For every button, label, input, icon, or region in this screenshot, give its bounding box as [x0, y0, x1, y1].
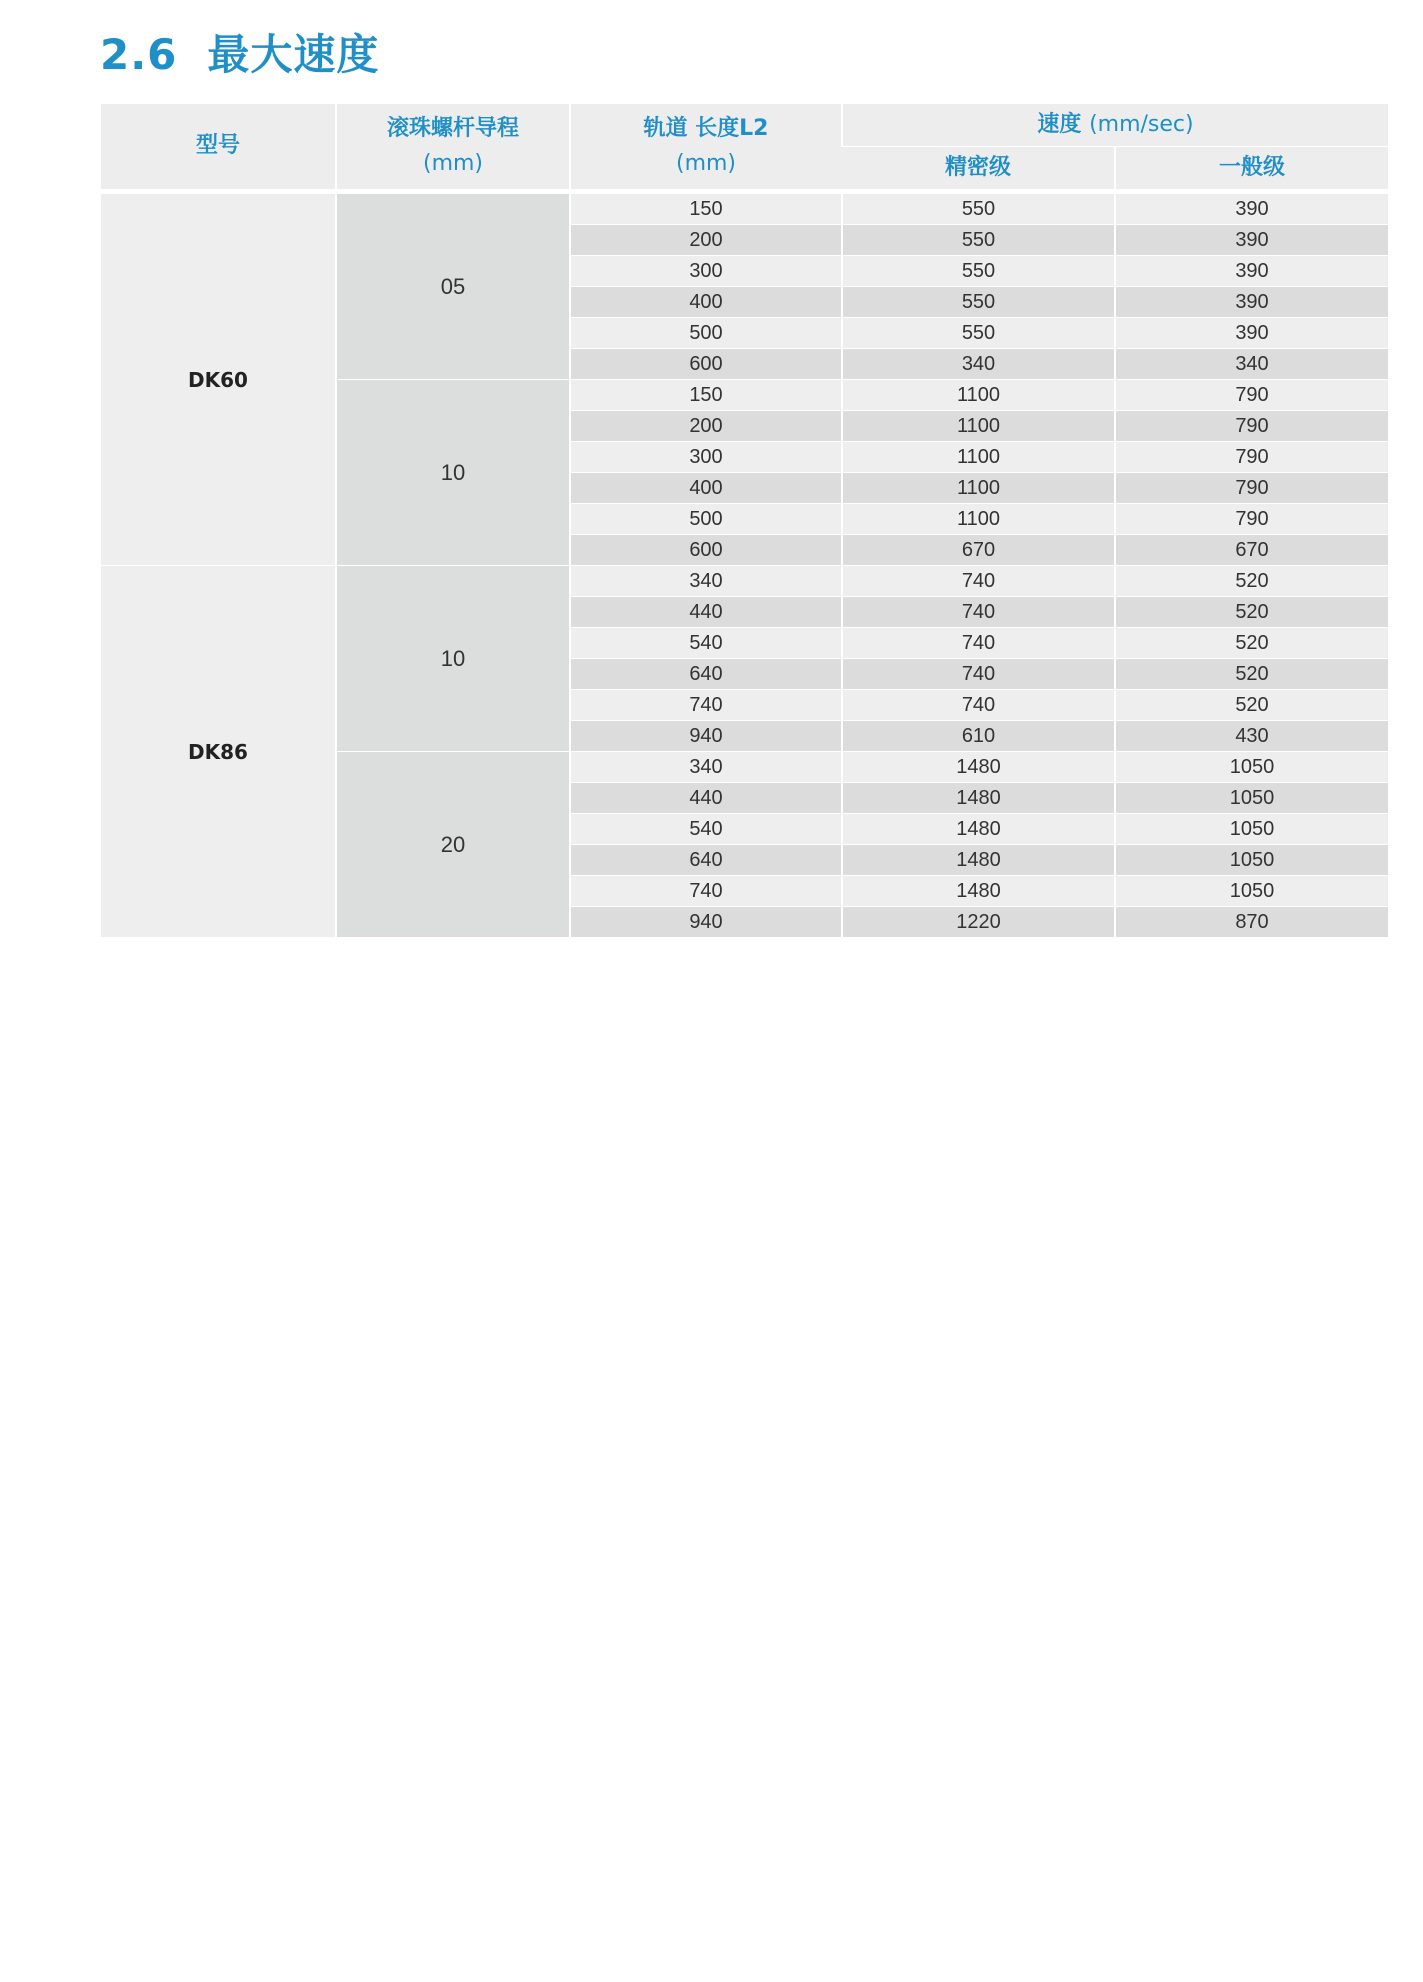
general-speed-cell: 1050	[1115, 752, 1388, 783]
section-title	[100, 22, 379, 82]
precision-speed-cell: 550	[842, 225, 1115, 256]
rail-length-cell: 400	[570, 473, 842, 504]
header-lead-label: 滚珠螺杆导程	[386, 116, 519, 142]
general-speed-cell: 390	[1115, 287, 1388, 318]
model-cell: DK60	[101, 192, 336, 566]
rail-length-cell: 150	[570, 192, 842, 225]
rail-length-cell: 150	[570, 380, 842, 411]
rail-length-cell: 540	[570, 628, 842, 659]
lead-cell: 10	[336, 380, 570, 566]
general-speed-cell: 790	[1115, 411, 1388, 442]
precision-speed-cell: 550	[842, 256, 1115, 287]
precision-speed-cell: 1100	[842, 380, 1115, 411]
rail-length-cell: 340	[570, 752, 842, 783]
header-speed-unit: (mm/sec)	[1089, 111, 1194, 137]
general-speed-cell: 790	[1115, 380, 1388, 411]
general-speed-cell: 390	[1115, 256, 1388, 287]
precision-speed-cell: 550	[842, 287, 1115, 318]
precision-speed-cell: 740	[842, 597, 1115, 628]
header-speed	[842, 104, 1388, 147]
precision-speed-cell: 740	[842, 628, 1115, 659]
general-speed-cell: 870	[1115, 907, 1388, 938]
rail-length-cell: 440	[570, 597, 842, 628]
precision-speed-cell: 550	[842, 192, 1115, 225]
rail-length-cell: 540	[570, 814, 842, 845]
table-header	[101, 104, 1388, 192]
table-body	[101, 192, 1388, 938]
general-speed-cell: 1050	[1115, 845, 1388, 876]
precision-speed-cell: 1100	[842, 411, 1115, 442]
rail-length-cell: 200	[570, 225, 842, 256]
rail-length-cell: 600	[570, 349, 842, 380]
section-number: 2.6	[100, 30, 178, 79]
precision-speed-cell: 1100	[842, 442, 1115, 473]
general-speed-cell: 520	[1115, 690, 1388, 721]
general-speed-cell: 1050	[1115, 783, 1388, 814]
general-speed-cell: 520	[1115, 597, 1388, 628]
rail-length-cell: 200	[570, 411, 842, 442]
precision-speed-cell: 1480	[842, 876, 1115, 907]
header-model	[101, 104, 336, 192]
general-speed-cell: 670	[1115, 535, 1388, 566]
precision-speed-cell: 1100	[842, 504, 1115, 535]
model-cell: DK86	[101, 566, 336, 938]
precision-speed-cell: 740	[842, 566, 1115, 597]
precision-speed-cell: 1100	[842, 473, 1115, 504]
rail-length-cell: 940	[570, 907, 842, 938]
precision-speed-cell: 740	[842, 690, 1115, 721]
lead-cell: 20	[336, 752, 570, 938]
header-ball-screw-lead	[336, 104, 570, 192]
rail-length-cell: 440	[570, 783, 842, 814]
general-speed-cell: 1050	[1115, 814, 1388, 845]
rail-length-cell: 340	[570, 566, 842, 597]
header-model-label: 型号	[195, 133, 240, 159]
precision-speed-cell: 340	[842, 349, 1115, 380]
header-speed-label: 速度	[1037, 111, 1082, 137]
general-speed-cell: 390	[1115, 192, 1388, 225]
general-speed-cell: 520	[1115, 659, 1388, 690]
rail-length-cell: 640	[570, 659, 842, 690]
precision-speed-cell: 1480	[842, 752, 1115, 783]
general-speed-cell: 790	[1115, 442, 1388, 473]
rail-length-cell: 600	[570, 535, 842, 566]
header-general-grade: 一般级	[1115, 147, 1388, 192]
rail-length-cell: 500	[570, 504, 842, 535]
general-speed-cell: 390	[1115, 318, 1388, 349]
general-speed-cell: 340	[1115, 349, 1388, 380]
general-speed-cell: 1050	[1115, 876, 1388, 907]
rail-length-cell: 940	[570, 721, 842, 752]
section-heading: 最大速度	[207, 30, 380, 79]
general-speed-cell: 390	[1115, 225, 1388, 256]
general-speed-cell: 790	[1115, 504, 1388, 535]
rail-length-cell: 500	[570, 318, 842, 349]
precision-speed-cell: 610	[842, 721, 1115, 752]
lead-cell: 10	[336, 566, 570, 752]
header-rail-length	[570, 104, 842, 192]
rail-length-cell: 300	[570, 442, 842, 473]
header-precision-grade: 精密级	[842, 147, 1115, 192]
general-speed-cell: 520	[1115, 628, 1388, 659]
precision-speed-cell: 1480	[842, 845, 1115, 876]
header-rail-unit: (mm)	[675, 150, 737, 176]
general-speed-cell: 790	[1115, 473, 1388, 504]
lead-cell: 05	[336, 192, 570, 380]
precision-speed-cell: 1480	[842, 814, 1115, 845]
table-row	[101, 192, 1388, 225]
max-speed-table	[101, 104, 1388, 938]
rail-length-cell: 740	[570, 876, 842, 907]
precision-speed-cell: 550	[842, 318, 1115, 349]
rail-length-cell: 400	[570, 287, 842, 318]
header-rail-label: 轨道 长度L2	[643, 116, 769, 142]
rail-length-cell: 300	[570, 256, 842, 287]
rail-length-cell: 740	[570, 690, 842, 721]
general-speed-cell: 520	[1115, 566, 1388, 597]
precision-speed-cell: 1220	[842, 907, 1115, 938]
precision-speed-cell: 670	[842, 535, 1115, 566]
precision-speed-cell: 740	[842, 659, 1115, 690]
header-lead-unit: (mm)	[422, 150, 484, 176]
table-row	[101, 566, 1388, 597]
precision-speed-cell: 1480	[842, 783, 1115, 814]
rail-length-cell: 640	[570, 845, 842, 876]
general-speed-cell: 430	[1115, 721, 1388, 752]
